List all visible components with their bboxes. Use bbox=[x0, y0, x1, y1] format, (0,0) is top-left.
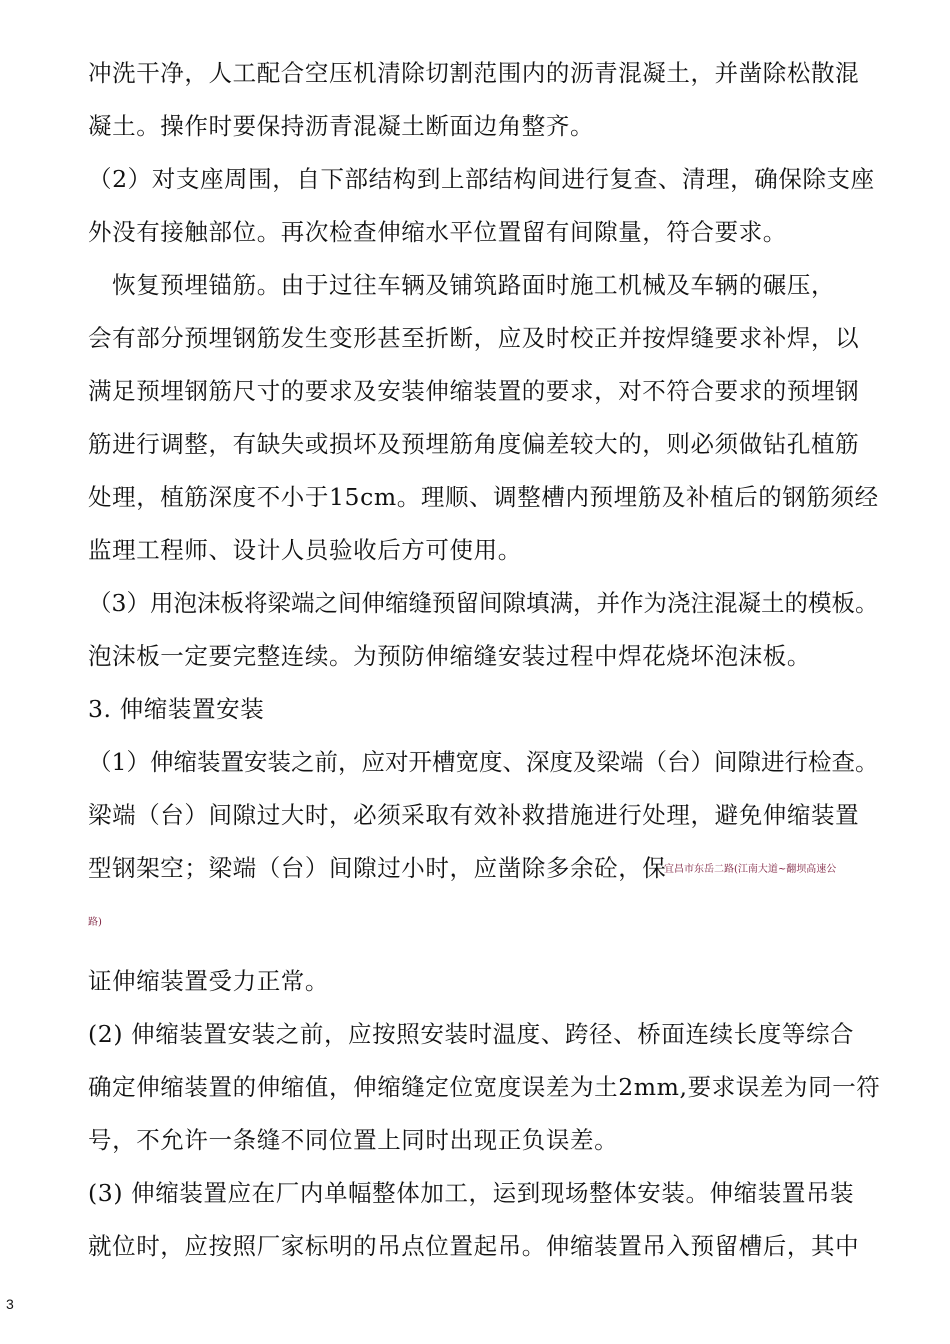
text-line: 筋进行调整，有缺失或损坏及预埋筋角度偏差较大的，则必须做钻孔植筋 bbox=[88, 430, 860, 458]
text-line: 型钢架空；梁端（台）间隙过小时，应凿除多余砼，保 bbox=[88, 854, 667, 882]
text-line: 梁端（台）间隙过大时，必须采取有效补救措施进行处理，避免伸缩装置 bbox=[88, 801, 860, 829]
text-line: 号，不允许一条缝不同位置上同时出现正负误差。 bbox=[88, 1126, 619, 1154]
text-line: （3）用泡沫板将梁端之间伸缩缝预留间隙填满，并作为浇注混凝土的模板。 bbox=[88, 589, 879, 617]
text-line: 证伸缩装置受力正常。 bbox=[88, 967, 329, 995]
section-heading: 3. 伸缩装置安装 bbox=[88, 695, 265, 723]
text-line: 会有部分预埋钢筋发生变形甚至折断，应及时校正并按焊缝要求补焊，以 bbox=[88, 324, 860, 352]
text-line: (2) 伸缩装置安装之前，应按照安装时温度、跨径、桥面连续长度等综合 bbox=[88, 1020, 855, 1048]
footer-note: 宜昌市东岳二路(江南大道~翻坝高速公 bbox=[664, 864, 837, 875]
text-line: （2）对支座周围，自下部结构到上部结构间进行复查、清理，确保除支座 bbox=[88, 165, 875, 193]
text-line: （1）伸缩装置安装之前，应对开槽宽度、深度及梁端（台）间隙进行检查。 bbox=[88, 748, 879, 776]
text-line: (3) 伸缩装置应在厂内单幅整体加工，运到现场整体安装。伸缩装置吊装 bbox=[88, 1179, 855, 1207]
footer-note-continuation: 路) bbox=[88, 917, 102, 928]
text-line: 就位时，应按照厂家标明的吊点位置起吊。伸缩装置吊入预留槽后，其中 bbox=[88, 1232, 860, 1260]
text-line: 恢复预埋锚筋。由于过往车辆及铺筑路面时施工机械及车辆的碾压， bbox=[88, 271, 836, 299]
text-line: 确定伸缩装置的伸缩值，伸缩缝定位宽度误差为土2mm,要求误差为同一符 bbox=[88, 1073, 881, 1101]
text-line: 外没有接触部位。再次检查伸缩水平位置留有间隙量，符合要求。 bbox=[88, 218, 787, 246]
page-number: 3 bbox=[6, 1296, 14, 1312]
text-line: 泡沫板一定要完整连续。为预防伸缩缝安装过程中焊花烧坏泡沫板。 bbox=[88, 642, 811, 670]
text-line: 处理，植筋深度不小于15cm。理顺、调整槽内预埋筋及补植后的钢筋须经 bbox=[88, 483, 879, 511]
text-line: 冲洗干净，人工配合空压机清除切割范围内的沥青混凝土，并凿除松散混 bbox=[88, 59, 860, 87]
text-line: 凝土。操作时要保持沥青混凝土断面边角整齐。 bbox=[88, 112, 595, 140]
text-line: 监理工程师、设计人员验收后方可使用。 bbox=[88, 536, 522, 564]
text-line: 满足预埋钢筋尺寸的要求及安装伸缩装置的要求，对不符合要求的预埋钢 bbox=[88, 377, 860, 405]
